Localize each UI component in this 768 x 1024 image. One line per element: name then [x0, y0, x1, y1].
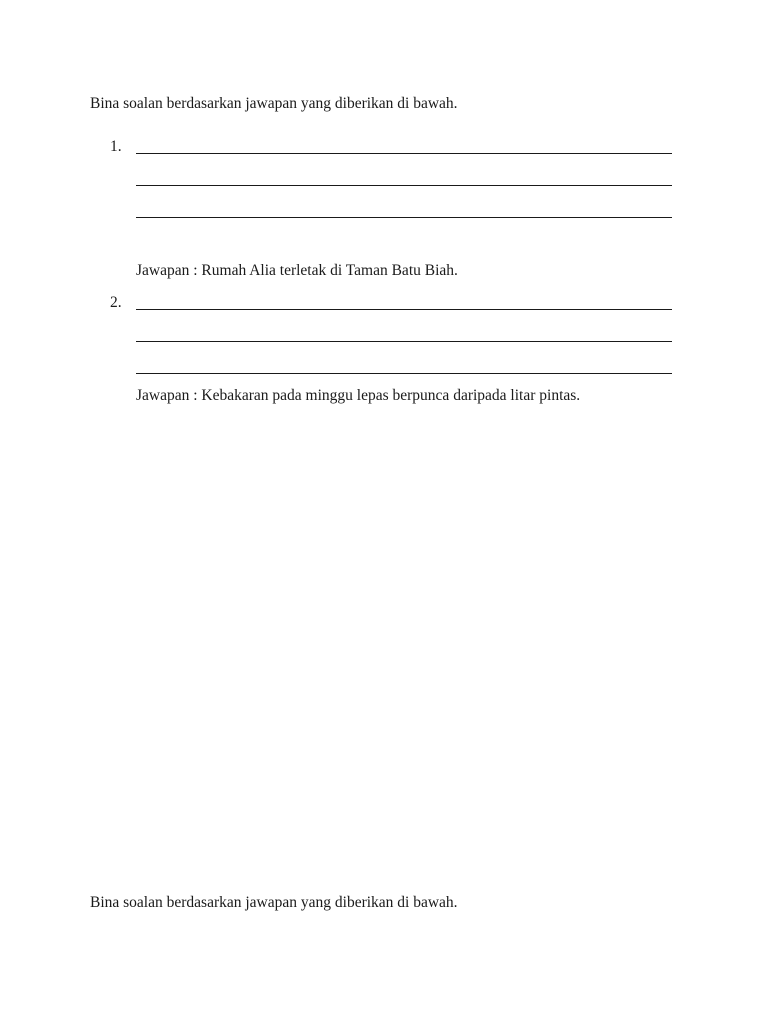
- question-number: 2.: [110, 294, 122, 311]
- answer-text: Jawapan : Kebakaran pada minggu lepas berpunca daripada litar pintas.: [136, 387, 581, 404]
- answer-line[interactable]: [136, 217, 672, 218]
- answer-line[interactable]: [136, 341, 672, 342]
- answer-line[interactable]: [136, 373, 672, 374]
- question-number: 1.: [110, 138, 122, 155]
- answer-text: Jawapan : Rumah Alia terletak di Taman Batu Biah.: [136, 262, 458, 279]
- answer-line[interactable]: [136, 153, 672, 154]
- instruction-text: Bina soalan berdasarkan jawapan yang diberikan di bawah.: [90, 894, 458, 911]
- answer-line[interactable]: [136, 309, 672, 310]
- instruction-text: Bina soalan berdasarkan jawapan yang diberikan di bawah.: [90, 95, 458, 112]
- answer-line[interactable]: [136, 185, 672, 186]
